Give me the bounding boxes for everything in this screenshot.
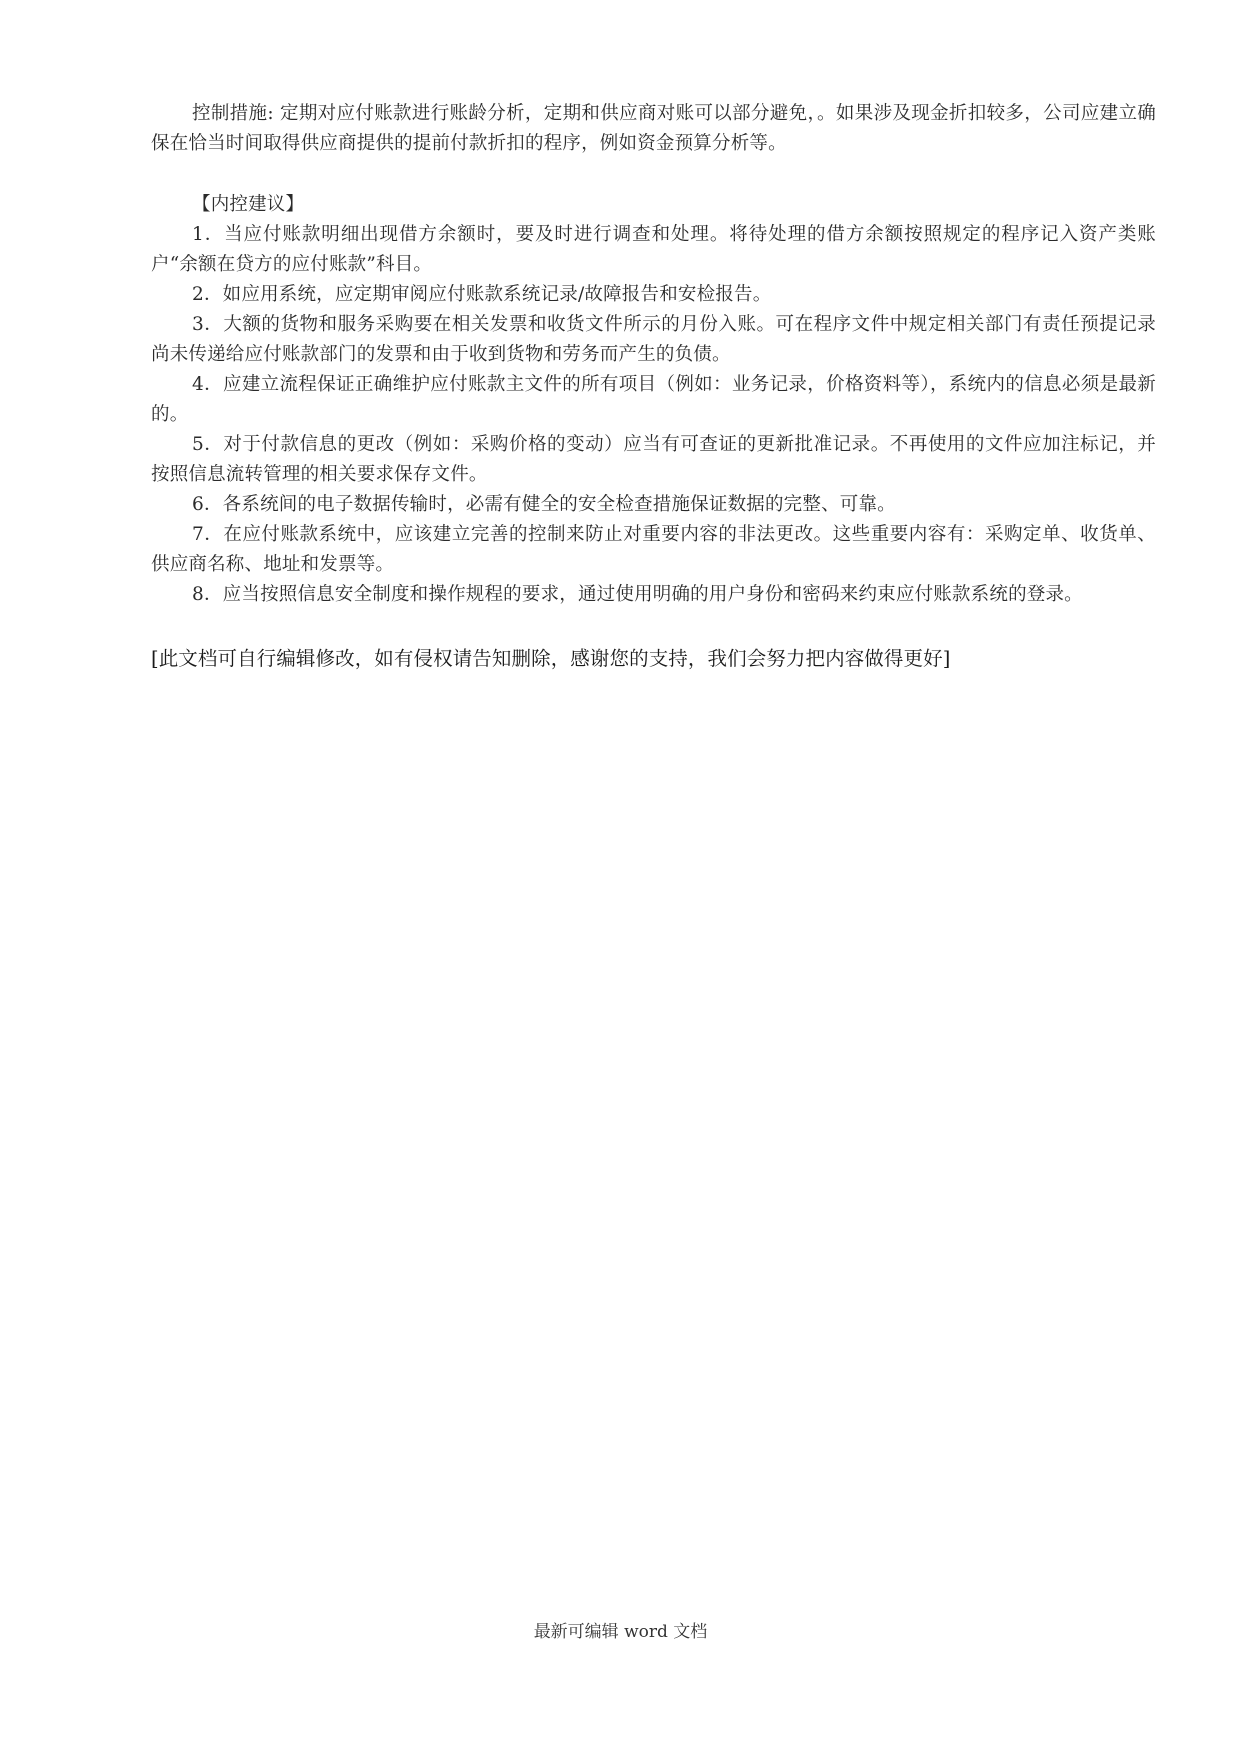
list-item: 5．对于付款信息的更改（例如：采购价格的变动）应当有可查证的更新批准记录。不再使用的文件应加注标记，并按照信息流转管理的相关要求保存文件。 (151, 434, 1156, 485)
edit-notice: [此文档可自行编辑修改，如有侵权请告知删除，感谢您的支持，我们会努力把内容做得更好] (151, 647, 951, 670)
paragraph-spacer (151, 159, 1156, 190)
list-item: 4．应建立流程保证正确维护应付账款主文件的所有项目（例如：业务记录，价格资料等），系统内的信息必须是最新的。 (151, 374, 1156, 425)
list-item: 6．各系统间的电子数据传输时，必需有健全的安全检查措施保证数据的完整、可靠。 (192, 494, 896, 515)
list-item: 8．应当按照信息安全制度和操作规程的要求，通过使用明确的用户身份和密码来约束应付账款系统的登录。 (192, 584, 1083, 605)
control-measure-paragraph: 控制措施: 定期对应付账款进行账龄分析，定期和供应商对账可以部分避免，。如果涉及现金折扣较多，公司应建立确保在恰当时间取得供应商提供的提前付款折扣的程序，例如资金预算分析等。 (151, 103, 1156, 154)
document-body (151, 99, 1156, 674)
section-heading: 【内控建议】 (192, 194, 305, 215)
list-item: 7．在应付账款系统中，应该建立完善的控制来防止对重要内容的非法更改。这些重要内容有：采购定单、收货单、供应商名称、地址和发票等。 (151, 524, 1156, 575)
page-footer: 最新可编辑 word 文档 (533, 1622, 708, 1642)
list-item: 3．大额的货物和服务采购要在相关发票和收货文件所示的月份入账。可在程序文件中规定相关部门有责任预提记录尚未传递给应付账款部门的发票和由于收到货物和劳务而产生的负债。 (151, 314, 1156, 365)
list-item: 1．当应付账款明细出现借方余额时，要及时进行调查和处理。将待处理的借方余额按照规定的程序记入资产类账户“余额在贷方的应付账款”科目。 (151, 224, 1156, 275)
list-item: 2．如应用系统，应定期审阅应付账款系统记录/故障报告和安检报告。 (192, 284, 772, 305)
